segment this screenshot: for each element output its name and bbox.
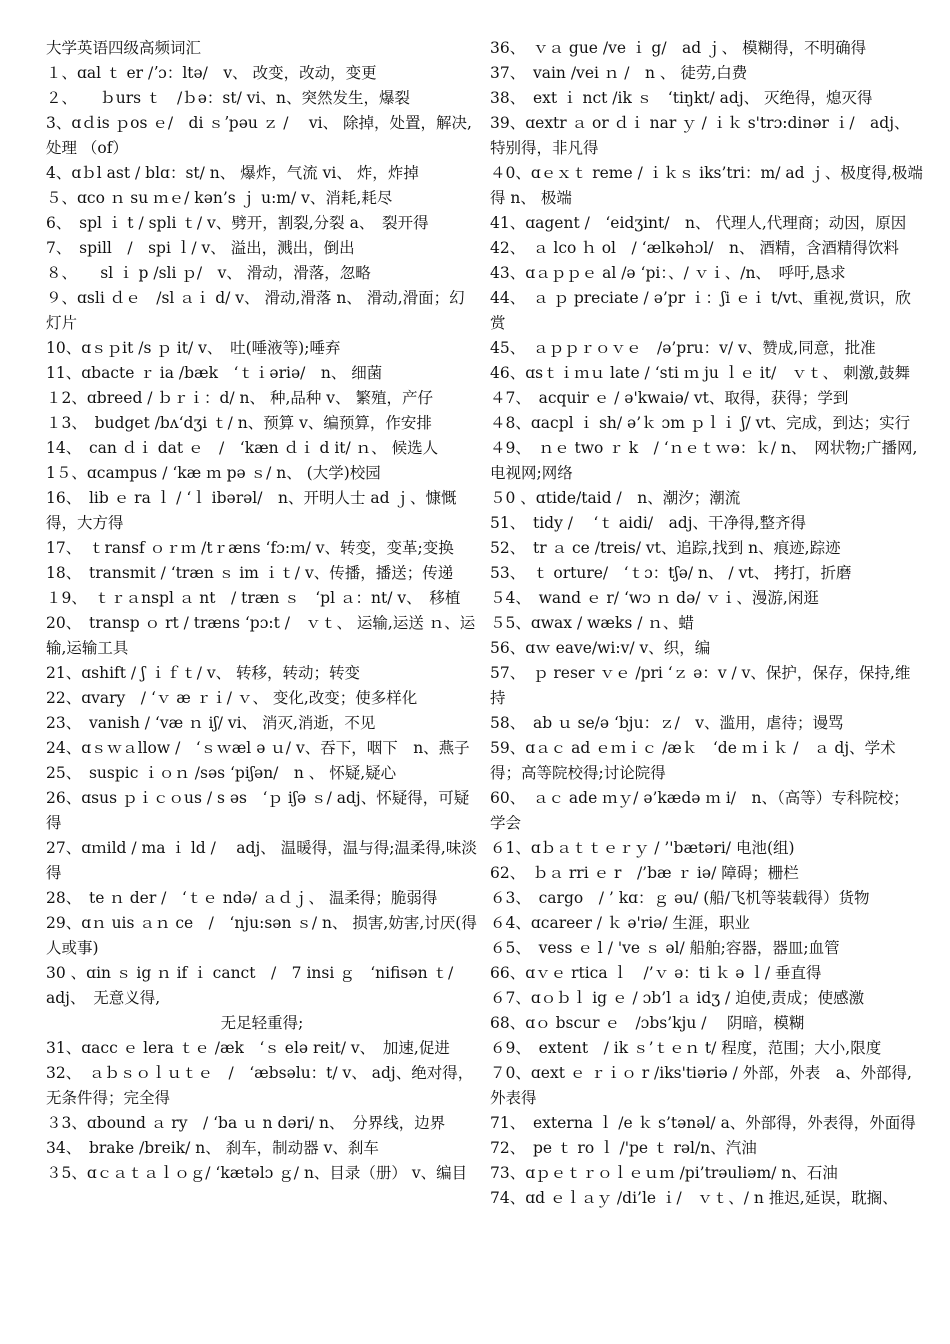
vocab-entry: ３3、ɑbound ａ ry / ‘ba ｕ n dəri/ n、 分界线，边界	[46, 1114, 446, 1132]
vocab-entry: 无足轻重得;	[220, 1014, 304, 1032]
vocab-entry: 31、ɑacc ｅ lera ｔｅ /æk ‘ｓ elə reit/ v、 加速,促进	[46, 1039, 450, 1057]
vocab-entry: 20、 transp ｏ rt / træns ‘pɔ:t / ｖｔ、 运输,运送 ｎ、运输,运输工具	[46, 614, 476, 657]
vocab-entry: 62、 ｂａ rri ｅ r /’bæ ｒ iə/ 障碍；栅栏	[490, 864, 799, 882]
vocab-entry: ４7、 acquir ｅ / ə'kwaiə/ vt、取得，获得；学到	[490, 389, 849, 407]
vocab-entry: １3、 budget /bʌ‘dʒi ｔ/ n、预算 v、编预算，作安排	[46, 414, 432, 432]
vocab-entry: ２、 ｂurs ｔ /ｂə：st/ vi、n、突然发生，爆裂	[46, 89, 410, 107]
vocab-entry: １9、 ｔｒａnspl ａ nt / træn ｓ ‘pl ａ：nt/ v、 移植	[46, 589, 461, 607]
vocab-entry: 6、 spl ｉ t / spli ｔ/ v、劈开，割裂,分裂 a、 裂开得	[46, 214, 429, 232]
vocab-entry: 23、 vanish / ‘væ ｎ iʃ/ vi、 消灭,消逝，不见	[46, 714, 376, 732]
vocab-entry: ７0、ɑext ｅ ｒｉｏ r /iks'tiəriə / 外部，外表 a、外部得,外表得	[490, 1064, 912, 1107]
vocab-entry: 42、 ａ lco ｈ ol / ‘ælkəhɔl/ n、 酒精，含酒精得饮料	[490, 239, 899, 257]
vocab-entry: 18、 transmit / ‘træn ｓ im ｉｔ/ v、传播，播送；传递	[46, 564, 454, 582]
vocab-entry: 22、ɑvary / ‘ｖ æ ｒｉ/ ｖ、 变化,改变；使多样化	[46, 689, 418, 707]
vocab-entry: ８、 sl ｉ p /sli ｐ/ v、 滑动，滑落，忽略	[46, 264, 371, 282]
vocab-entry: 46、ɑsｔｉｍｕ late / ‘sti ｍ ju ｌｅ it/ ｖｔ、 刺激,鼓舞	[490, 364, 911, 382]
vocab-entry: 68、ɑｏ bscur ｅ /ɔbs’kju / 阴暗，模糊	[490, 1014, 805, 1032]
vocab-entry: 53、 ｔ orture/ ‘ｔɔ：tʃə/ n、 / vt、 拷打，折磨	[490, 564, 852, 582]
vocab-entry: ５0 、ɑtide/taid / n、潮汐；潮流	[490, 489, 741, 507]
right-column	[490, 36, 924, 1211]
vocab-entry: ６7、ɑｏｂｌ ig ｅ / ɔb’l ａ idʒ / 迫使,责成；使感激	[490, 989, 865, 1007]
vocab-entry: 74、ɑd ｅｌａｙ /di’le ｉ/ ｖｔ、/ n 推迟,延误，耽搁、	[490, 1189, 898, 1207]
vocab-entry: ４0、ɑｅｘｔ reme / ｉｋｓ iks’tri：m/ ad ｊ、极度得,极端得 n、 极端	[490, 164, 923, 207]
vocab-entry: 1５、ɑcampus / ‘kæ ｍ pə ｓ/ n、 (大学)校园	[46, 464, 381, 482]
vocab-entry: 34、 brake /breik/ n、 刹车，制动器 v、刹车	[46, 1139, 379, 1157]
vocab-entry: ５4、 wand ｅ r/ ‘wɔ ｎ də/ ｖｉ、漫游,闲逛	[490, 589, 819, 607]
vocab-entry: 72、 pe ｔ ro ｌ /'pe ｔ rəl/n、汽油	[490, 1139, 757, 1157]
vocab-entry: 43、ɑａｐｐｅ al /ə ‘pi：、/ ｖｉ、/n、 呼吁,恳求	[490, 264, 846, 282]
vocab-entry: ９、ɑsli ｄｅ /sl ａｉ d/ v、 滑动,滑落 n、 滑动,滑面；幻灯片	[46, 289, 465, 332]
vocab-entry: １2、ɑbreed / ｂｒｉ：d/ n、 种,品种 v、 繁殖，产仔	[46, 389, 433, 407]
vocab-entry: 10、ɑｓｐit /s ｐ it/ v、 吐(唾液等);唾弃	[46, 339, 341, 357]
vocab-entry: ５、ɑco ｎ su ｍｅ/ kən’s ｊ u:m/ v、消耗,耗尽	[46, 189, 393, 207]
vocab-entry: 16、 lib ｅ ra ｌ / ‘ｌ ibərəl/ n、开明人士 ad ｊ、慷慨得，大方得	[46, 489, 457, 532]
vocab-entry: 60、 ａｃ ade ｍｙ/ ə’kædə ｍ i/ n、（高等）专科院校；学会	[490, 789, 909, 832]
vocab-entry: 7、 spill / spi ｌ/ v、 溢出，溅出，倒出	[46, 239, 355, 257]
vocab-entry: 57、 ｐ reser ｖｅ /pri ‘ｚ ə：v / v、保护，保存，保持,维持	[490, 664, 911, 707]
vocab-entry: 14、 can ｄｉ dat ｅ / ‘kæn ｄｉ d it/ ｎ、 候选人	[46, 439, 439, 457]
vocab-entry: 51、 tidy / ‘ｔ aidi/ adj、干净得,整齐得	[490, 514, 806, 532]
vocab-entry: 37、 vain /vei ｎ / n 、 徒劳,白费	[490, 64, 748, 82]
vocab-entry: 44、 ａ ｐ preciate / ə’pr ｉ：ʃi ｅｉ t/vt、重视,赏识，欣赏	[490, 289, 911, 332]
vocab-entry: 71、 externa ｌ /e ｋ s’tənəl/ a、外部得，外表得，外面得	[490, 1114, 916, 1132]
vocab-entry: ３5、ɑｃａｔａｌｏｇ/ ‘kætəlɔ ｇ/ n、目录（册） v、编目	[46, 1164, 468, 1182]
vocab-entry: ６5、 vess ｅ l / 've ｓ əl/ 船舶;容器，器皿;血管	[490, 939, 840, 957]
vocab-entry: 41、ɑagent / ‘eidʒint/ n、 代理人,代理商；动因，原因	[490, 214, 907, 232]
document-title: 大学英语四级高频词汇	[46, 39, 202, 57]
vocab-entry: 32、 ａｂｓｏｌｕｔｅ / ‘æbsəlu：t/ v、 adj、绝对得，无条件得；完全得	[46, 1064, 474, 1107]
vocab-entry: 66、ɑｖｅ rtica ｌ /’ｖ ə：ti ｋ ə ｌ/ 垂直得	[490, 964, 822, 982]
vocab-entry: ４9、 ｎｅ two ｒ k / ‘ｎｅｔｗə：ｋ/ n、 网状物;广播网,电视网;网络	[490, 439, 918, 482]
vocab-entry: 21、ɑshift / ʃ ｉｆｔ/ v、 转移，转动；转变	[46, 664, 361, 682]
vocab-entry: 11、ɑbacte ｒ ia /bæk ‘ｔｉəriə/ n、 细菌	[46, 364, 383, 382]
vocab-entry: 73、ɑｐｅｔｒｏｌｅｕｍ /pi’trəuliəm/ n、石油	[490, 1164, 838, 1182]
vocab-entry: ６1、ɑｂａｔｔｅｒｙ / ’'bætəri/ 电池(组)	[490, 839, 795, 857]
vocab-entry: １、ɑal ｔ er /ʼɔ：ltə/ v、 改变，改动，变更	[46, 64, 377, 82]
vocab-entry: ４8、ɑacpl ｉ sh/ ə’ｋ ɔm ｐｌｉ ʃ/ vt、完成，到达；实行	[490, 414, 911, 432]
vocab-entry: 45、 ａｐｐｒｏｖｅ /ə’pru：v/ v、赞成,同意，批准	[490, 339, 876, 357]
vocab-entry: 17、 ｔransf ｏｒｍ /tｒæns ‘fɔ:ｍ/ v、转变，变革;变换	[46, 539, 454, 557]
vocab-entry: 38、 ext ｉ nct /ik ｓ ‘tiŋkt/ adj、 灭绝得，熄灭得	[490, 89, 873, 107]
vocab-entry: 52、 tr ａ ce /treis/ vt、追踪,找到 n、痕迹,踪迹	[490, 539, 841, 557]
vocab-entry: 3、ɑｄis ｐos ｅ/ di ｓʼpəu ｚ / vi、 除掉，处置，解决,处理 （of）	[46, 114, 472, 157]
vocab-entry: 39、ɑextr ａ or ｄｉ nar ｙ / ｉｋ s'trɔ:dinər ｉ/ adj、特别得，非凡得	[490, 114, 910, 157]
vocab-entry: 59、ɑａｃ ad ｅｍｉｃ /æｋ ‘de ｍｉｋ / ａ dj、学术得；高等院校得;讨论院得	[490, 739, 896, 782]
left-column	[46, 36, 478, 1186]
vocab-entry: ５5、ɑwax / wæks / ｎ、蜡	[490, 614, 694, 632]
vocab-entry: 29、ɑｎ uis ａｎ ce / ‘nju:sən ｓ/ n、 损害,妨害,讨厌(得人或事)	[46, 914, 477, 957]
vocab-entry: 4、ɑｂl ast / blɑ：st/ n、 爆炸，气流 vi、 炸，炸掉	[46, 164, 419, 182]
vocab-entry: 58、 ab ｕ se/ə ‘bju：ｚ/ v、滥用，虐待；谩骂	[490, 714, 844, 732]
vocab-entry: 27、ɑｍild / ma ｉ ld / adj、 温暖得，温与得;温柔得,味淡得	[46, 839, 477, 882]
vocab-entry: 25、 suspic ｉｏｎ /səs ‘piʃən/ n 、 怀疑,疑心	[46, 764, 397, 782]
vocab-entry: ６3、 cargo / ’ kɑ：ｇ əu/ (船/飞机等装载得）货物	[490, 889, 870, 907]
vocab-entry: 36、 ｖａ gue /ve ｉ g/ ad ｊ、 模糊得，不明确得	[490, 39, 867, 57]
vocab-entry: 26、ɑsus ｐｉｃｏus / s əs ‘ｐ iʃə ｓ/ adj、怀疑得，可疑得	[46, 789, 470, 832]
vocab-entry: 28、 te ｎ der / ‘ｔｅ ndə/ ａｄｊ、 温柔得；脆弱得	[46, 889, 438, 907]
vocab-entry: 30 、ɑin ｓ ig ｎ if ｉ canct / 7 insi ｇ ‘nifisən ｔ/ adj、 无意义得,	[46, 964, 454, 1007]
vocab-entry: 56、ɑｗ eave/wi:v/ v、织，编	[490, 639, 711, 657]
vocab-entry: ６4、ɑcareer / ｋ ə'riə/ 生涯，职业	[490, 914, 750, 932]
vocab-entry: 24、ɑｓｗａllow / ‘ｓｗæl ə ｕ/ v、吞下，咽下 n、燕子	[46, 739, 470, 757]
vocab-entry: ６9、 extent / ik ｓ’ｔｅｎ t/ 程度，范围；大小,限度	[490, 1039, 882, 1057]
